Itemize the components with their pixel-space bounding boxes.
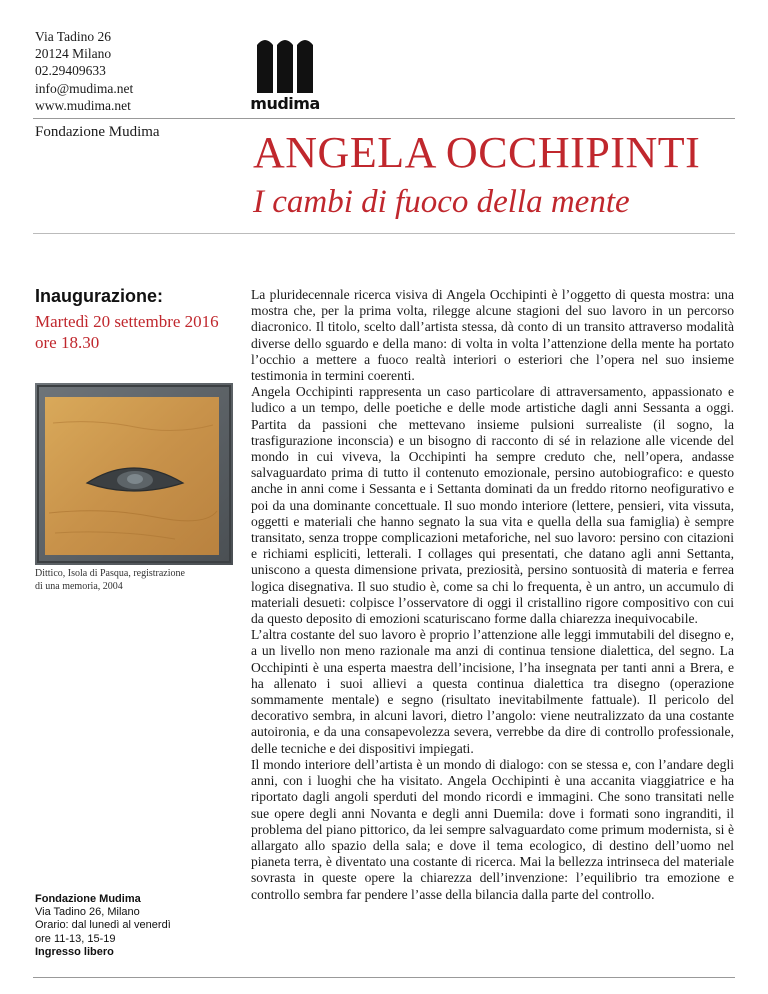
address-phone: 02.29409633 <box>35 63 106 79</box>
mudima-logo <box>249 35 321 113</box>
body-paragraph: Angela Occhipinti rappresenta un caso particolare di attraversamento, appassionato e ludico a un tempo, delle poetiche e delle mode artistiche dagli anni Sessanta a oggi. Partita da passioni che mettevano insieme pulsioni surrealiste (il sogno, la trasfigurazione inconscia) e un bisogno di racconto di sé in relazione alle vicende del mondo in cui viveva, la Occhipinti ha sempre creduto che, nell’opera, andasse salvaguardato prima di tutto il contenuto emozionale, persino autobiografico: e questo anche in anni come i Sessanta e i Settanta dominati da un freddo ritorno neofigurativo e poi da una dominante concettuale. Il suo mondo interiore (lettere, pensieri, vita vissuta, oggetti e materiali che hanno segnato la sua vita e quella della sua famiglia) è sempre transitato, senza troppe complicazioni metaforiche, nel suo lavoro: persino con citazioni e richiami espliciti, letterali. I collages qui presentati, che datano agli anni Settanta, uniscono a questa dimensione privata, preziosità, persino sontuosità di materia e ferrea logica disegnativa. Il suo studio è, come sa chi lo frequenta, è un antro, un accumulo di materiali desueti: colpisce l’osservatore di oggi il cristallino rigore compositivo con cui da questo deposito di emozioni scaturiscano forme dalla chiarezza inequivocabile. <box>251 384 734 627</box>
artwork-caption <box>35 568 235 593</box>
logo-wordmark: mudima <box>250 94 320 113</box>
address-block <box>35 28 235 114</box>
mudima-logo-bars-icon <box>255 35 315 93</box>
opening-date: Martedì 20 settembre 2016 <box>35 312 219 331</box>
venue-street: Via Tadino 26, Milano <box>35 906 140 919</box>
venue-info <box>35 893 235 959</box>
bottom-divider <box>33 977 735 978</box>
exhibition-text <box>251 287 734 903</box>
top-divider <box>33 118 735 119</box>
address-web[interactable]: www.mudima.net <box>35 97 131 113</box>
middle-divider <box>33 233 735 234</box>
body-paragraph: L’altra costante del suo lavoro è proprio l’attenzione alle leggi immutabili del disegno e, a un livello non meno razionale ma anzi di continua tensione dialettica, del segno. La Occhipinti è una esperta maestra dell’incisione, l’ha insegnata per tanti anni a Brera, e ha allenato i suoi allievi a questa continua dialettica tra disegno (operazione sommamente mentale) e segno (risultato inevitabilmente fattuale). Il pericolo del decorativo sembra, in alcuni lavori, dietro l’angolo: viene neutralizzato da una costante autoironia, e da una consapevolezza severa, verrebbe da dire di controllo professionale, delle tecniche e dei dispositivi impiegati. <box>251 627 734 756</box>
opening-datetime <box>35 311 245 353</box>
address-city: 20124 Milano <box>35 46 112 62</box>
venue-entry: Ingresso libero <box>35 945 114 958</box>
opening-label: Inaugurazione: <box>35 286 164 306</box>
venue-hours-line1: Orario: dal lunedì al venerdì <box>35 919 171 932</box>
artwork-image <box>35 383 233 565</box>
address-email[interactable]: info@mudima.net <box>35 80 134 96</box>
artwork-caption-line1: Dittico, Isola di Pasqua, registrazione <box>35 568 185 579</box>
artwork-caption-line2: di una memoria, 2004 <box>35 580 123 592</box>
address-street: Via Tadino 26 <box>35 29 111 44</box>
exhibition-subtitle: I cambi di fuoco della mente <box>253 184 630 220</box>
exhibition-title: ANGELA OCCHIPINTI <box>253 128 701 177</box>
venue-name: Fondazione Mudima <box>35 893 141 905</box>
body-paragraph: La pluridecennale ricerca visiva di Angela Occhipinti è l’oggetto di questa mostra: una mostra che, per la prima volta, rilegge alcune stagioni del suo lavoro in un percorso diacronico. Il titolo, scelto dall’artista stessa, dà conto di un transito attraverso modalità diverse dello sguardo e della mano: di volta in volta l’attenzione della mente ha portato l’occhio a mettere a fuoco realtà interiori o esteriori che l’opera nel suo insieme testimonia in termini coerenti. <box>251 287 734 384</box>
body-paragraph: Il mondo interiore dell’artista è un mondo di dialogo: con se stessa e, con l’andare degli anni, con i luoghi che ha visitato. Angela Occhipinti è una accanita viaggiatrice e ha riportato dagli angoli sperduti del mondo ricordi e immagini. Che sono transitati nelle sue opere degli anni Novanta e degli anni Duemila: dove i formati sono ingranditi, il problema del piano pittorico, da lei sempre salvaguardato come primum modernista, si è allargato allo spazio della sala; e dove il tema ecologico, di destino dell’uomo nel pianeta terra, è diventato una costante di ricerca. Mai la bellezza intrinseca del materiale sovrasta in queste opere la chiarezza dell’invenzione: l’equilibrio tra emozione e controllo sembra far pendere l’asse della bilancia dalla parte del controllo. <box>251 756 734 902</box>
opening-time: ore 18.30 <box>35 333 100 352</box>
foundation-heading: Fondazione Mudima <box>35 124 160 140</box>
venue-hours-line2: ore 11-13, 15-19 <box>35 932 116 945</box>
